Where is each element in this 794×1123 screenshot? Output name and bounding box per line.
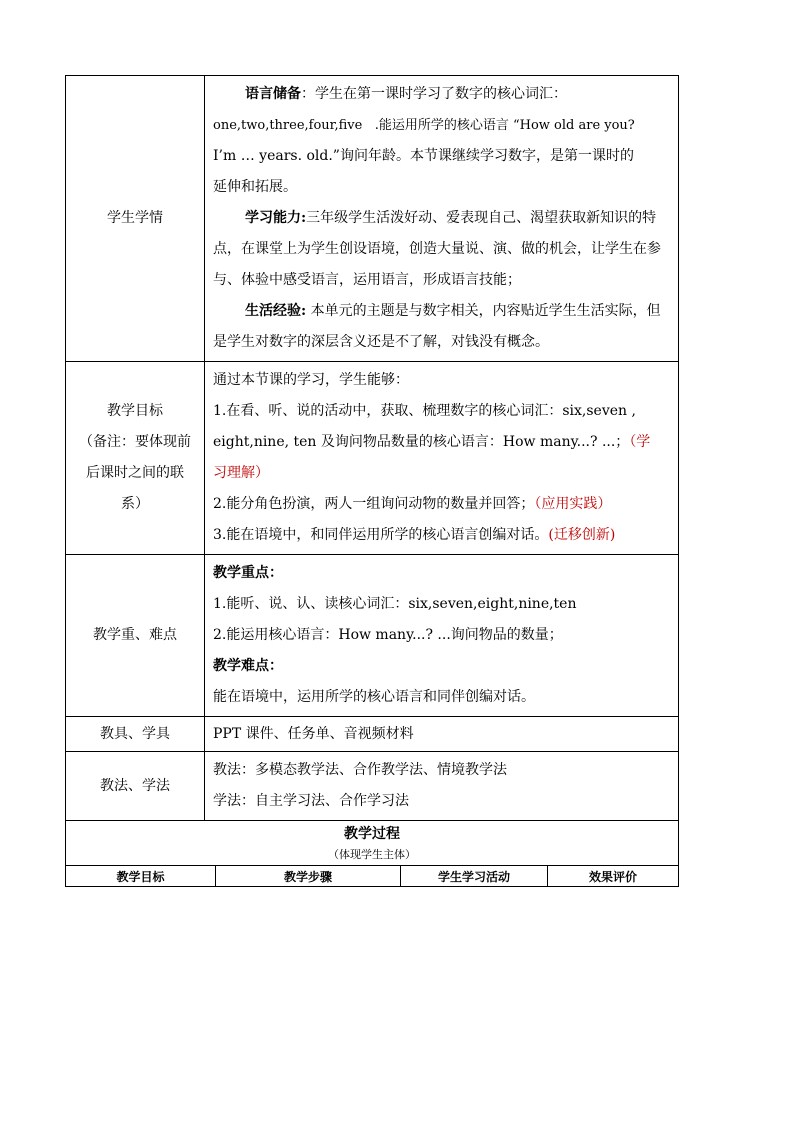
label-students: 学生学情: [66, 76, 205, 362]
lang-line2: one,two,three,four,five .能运用所学的核心语言 “How old are you?: [213, 118, 635, 133]
lang-line4: 延伸和拓展。: [213, 179, 297, 195]
objective-2-tag: （应用实践）: [534, 496, 612, 512]
ability-label: 学习能力:: [245, 210, 307, 226]
key-title: 教学重点：: [213, 565, 283, 581]
objective-3-tag: (迁移创新): [548, 527, 616, 543]
col-evaluation: 效果评价: [548, 866, 679, 887]
col-activities: 学生学习活动: [401, 866, 548, 887]
row-objectives: [66, 362, 679, 555]
keypoints-content: [205, 555, 679, 717]
process-title-cell: [66, 821, 679, 866]
objective-2: 2.能分角色扮演，两人一组询问动物的数量并回答；: [213, 496, 535, 512]
objective-1-tag-a: （学: [629, 434, 651, 450]
objective-1-tag-b: 习理解）: [213, 465, 269, 481]
process-header-table: [65, 865, 679, 887]
label-objectives: 教学目标 （备注：要体现前 后课时之间的联 系）: [66, 362, 205, 555]
label-tools: 教具、学具: [66, 717, 205, 752]
lang-text: 学生在第一课时学习了数字的核心词汇：: [315, 86, 567, 102]
row-students: [66, 76, 679, 362]
col-objective: 教学目标: [66, 866, 216, 887]
process-title: 教学过程: [344, 826, 400, 842]
methods-teach: 教法：多模态教学法、合作教学法、情境教学法: [213, 762, 507, 778]
key-1: 1.能听、说、认、读核心词汇：six,seven,eight,nine,ten: [213, 596, 577, 612]
lang-label: 语言储备: [245, 86, 301, 102]
objective-3: 3.能在语境中，和同伴运用所学的核心语言创编对话。: [213, 527, 549, 543]
key-2: 2.能运用核心语言：How many...? ...询问物品的数量；: [213, 627, 563, 643]
life-text: 本单元的主题是与数字相关，内容贴近学生生活实际，但是学生对数字的深层含义还是不了解，对钱没有概念。: [213, 303, 661, 350]
ability-text: 三年级学生活泼好动、爱表现自己、渴望获取新知识的特点，在课堂上为学生创设语境，创造大量说、演、做的机会，让学生在参与、体验中感受语言，运用语言，形成语言技能；: [213, 210, 661, 288]
row-tools: [66, 717, 679, 752]
objective-1b: eight,nine, ten 及询问物品数量的核心语言：How many...? ...；: [213, 434, 630, 450]
row-methods: [66, 752, 679, 821]
tools-content: PPT 课件、任务单、音视频材料: [205, 717, 679, 752]
label-keypoints: 教学重、难点: [66, 555, 205, 717]
lesson-plan-page: [65, 75, 678, 887]
diff-title: 教学难点：: [213, 658, 283, 674]
lang-line3: I’m … years. old.”询问年龄。本节课继续学习数字，是第一课时的: [213, 148, 634, 164]
life-label: 生活经验:: [245, 303, 307, 319]
lesson-plan-table: [65, 75, 679, 866]
process-subtitle: （体现学生主体）: [328, 848, 416, 861]
objectives-intro: 通过本节课的学习，学生能够：: [213, 372, 409, 388]
methods-learn: 学法：自主学习法、合作学习法: [213, 793, 409, 809]
row-keypoints: [66, 555, 679, 717]
label-methods: 教法、学法: [66, 752, 205, 821]
objective-1a: 1.在看、听、说的活动中，获取、梳理数字的核心词汇：six,seven ,: [213, 403, 636, 419]
process-header-row: [66, 866, 679, 887]
students-content: 语言储备：学生在第一课时学习了数字的核心词汇： one,two,three,four,five .能运用所学的核心语言 “How old are you? I’m … years. old.”询问年龄。本节课继续学习数字，是第一课时的 延伸和拓展。 学习能力:三年级学生活泼好动、爱表现自己、渴望获取新知识的特点，在课堂上为学生创设语境，创造大量说、演、做的机会，让学生在参与、体验中感受语言，运用语言，形成语言技能； 生活经验: 本单元的主题是与数字相关，内容贴近学生生活实际，但是学生对数字的深层含义还是不了解，对钱没有概念。: [205, 76, 679, 362]
objectives-content: [205, 362, 679, 555]
methods-content: [205, 752, 679, 821]
col-steps: 教学步骤: [216, 866, 401, 887]
row-process-title: [66, 821, 679, 866]
diff-1: 能在语境中，运用所学的核心语言和同伴创编对话。: [213, 689, 535, 705]
